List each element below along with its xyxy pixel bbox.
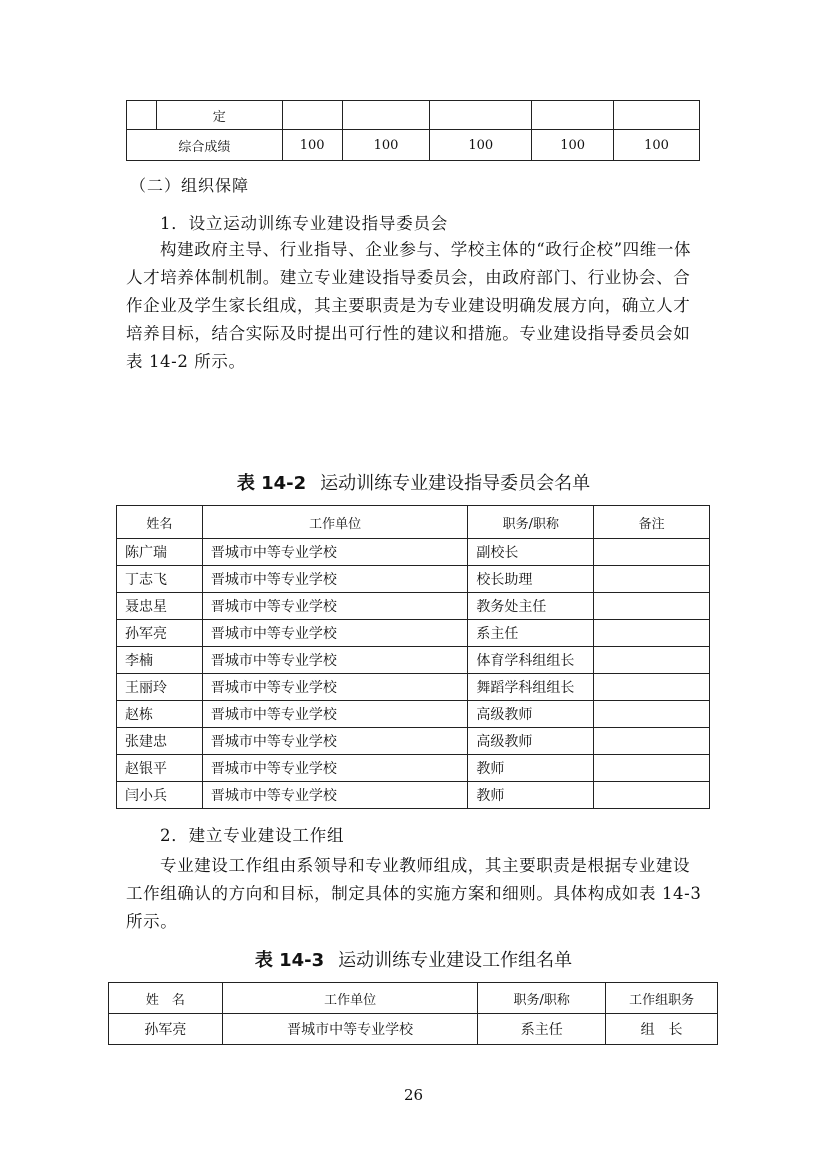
table-cell: 晋城市中等专业学校 (222, 1014, 478, 1045)
table-cell: 晋城市中等专业学校 (202, 755, 468, 782)
table-title: 运动训练专业建设工作组名单 (338, 950, 573, 971)
table-cell (342, 101, 430, 130)
table-cell (594, 539, 710, 566)
table-cell: 系主任 (478, 1014, 606, 1045)
table-cell (594, 728, 710, 755)
table-cell (594, 674, 710, 701)
table-cell (532, 101, 614, 130)
committee-table (116, 505, 710, 809)
table-cell: 赵栋 (117, 701, 203, 728)
table-number: 表 14-2 (236, 473, 307, 494)
column-header: 工作单位 (222, 983, 478, 1014)
table-cell: 100 (614, 130, 700, 161)
working-group-table (108, 982, 718, 1045)
table-cell: 系主任 (468, 620, 594, 647)
table-header-row (109, 983, 718, 1014)
table-cell: 高级教师 (468, 701, 594, 728)
table-cell: 晋城市中等专业学校 (202, 620, 468, 647)
table-cell: 副校长 (468, 539, 594, 566)
item-title: 2．建立专业建设工作组 (160, 826, 345, 845)
table-number: 表 14-3 (254, 950, 325, 971)
table-cell: 晋城市中等专业学校 (202, 674, 468, 701)
table-cell (594, 782, 710, 809)
table-row (117, 566, 710, 593)
table-cell (614, 101, 700, 130)
table-cell: 晋城市中等专业学校 (202, 782, 468, 809)
table-row (117, 701, 710, 728)
table-cell: 舞蹈学科组组长 (468, 674, 594, 701)
paragraph: 专业建设工作组由系领导和专业教师组成，其主要职责是根据专业建设工作组确认的方向和目标，制定具体的实施方案和细则。具体构成如表 14-3 所示。 (126, 856, 702, 931)
table-cell: 综合成绩 (127, 130, 283, 161)
table-cell: 李楠 (117, 647, 203, 674)
table-cell: 丁志飞 (117, 566, 203, 593)
table-cell: 100 (430, 130, 532, 161)
table-cell: 组 长 (606, 1014, 718, 1045)
column-header: 姓名 (117, 506, 203, 539)
table-caption (0, 946, 827, 972)
table-cell: 定 (156, 101, 282, 130)
table-row (117, 539, 710, 566)
table-caption (0, 469, 827, 495)
paragraph: 构建政府主导、行业指导、企业参与、学校主体的“政行企校”四维一体人才培养体制机制。建立专业建设指导委员会，由政府部门、行业协会、合作企业及学生家长组成，其主要职责是为专业建设明确发展方向，确立人才培养目标，结合实际及时提出可行性的建议和措施。专业建设指导委员会如表 14-2 所示。 (126, 240, 692, 371)
column-header: 工作单位 (202, 506, 468, 539)
table-cell: 100 (342, 130, 430, 161)
table-row (109, 1014, 718, 1045)
table-cell (594, 701, 710, 728)
table-cell (594, 755, 710, 782)
table-cell (282, 101, 342, 130)
table-cell: 孙军亮 (117, 620, 203, 647)
table-row (117, 593, 710, 620)
table-cell (430, 101, 532, 130)
table-cell: 晋城市中等专业学校 (202, 728, 468, 755)
table-cell: 晋城市中等专业学校 (202, 701, 468, 728)
table-cell: 孙军亮 (109, 1014, 223, 1045)
table-cell (594, 593, 710, 620)
table-cell (594, 647, 710, 674)
column-header: 职务/职称 (478, 983, 606, 1014)
table-row (117, 647, 710, 674)
score-table-continued (126, 100, 700, 161)
column-header: 姓 名 (109, 983, 223, 1014)
table-cell (594, 620, 710, 647)
table-cell (594, 566, 710, 593)
table-cell: 教务处主任 (468, 593, 594, 620)
table-cell: 教师 (468, 782, 594, 809)
table-cell: 闫小兵 (117, 782, 203, 809)
table-cell: 聂忠星 (117, 593, 203, 620)
table-row (117, 728, 710, 755)
table-cell: 高级教师 (468, 728, 594, 755)
table-cell: 赵银平 (117, 755, 203, 782)
table-cell: 王丽玲 (117, 674, 203, 701)
table-title: 运动训练专业建设指导委员会名单 (320, 473, 591, 494)
table-row (117, 674, 710, 701)
table-cell: 晋城市中等专业学校 (202, 539, 468, 566)
table-cell: 陈广瑞 (117, 539, 203, 566)
table-cell: 张建忠 (117, 728, 203, 755)
table-cell: 体育学科组组长 (468, 647, 594, 674)
section-heading: （二）组织保障 (130, 176, 250, 195)
table-cell: 100 (532, 130, 614, 161)
page-number: 26 (403, 1086, 424, 1104)
table-cell (127, 101, 157, 130)
table-cell: 晋城市中等专业学校 (202, 593, 468, 620)
column-header: 备注 (594, 506, 710, 539)
table-row (117, 620, 710, 647)
table-row (117, 755, 710, 782)
column-header: 工作组职务 (606, 983, 718, 1014)
table-header-row (117, 506, 710, 539)
table-cell: 100 (282, 130, 342, 161)
table-row (117, 782, 710, 809)
table-cell: 校长助理 (468, 566, 594, 593)
table-cell: 晋城市中等专业学校 (202, 647, 468, 674)
item-title: 1．设立运动训练专业建设指导委员会 (160, 214, 449, 233)
table-cell: 晋城市中等专业学校 (202, 566, 468, 593)
column-header: 职务/职称 (468, 506, 594, 539)
table-cell: 教师 (468, 755, 594, 782)
